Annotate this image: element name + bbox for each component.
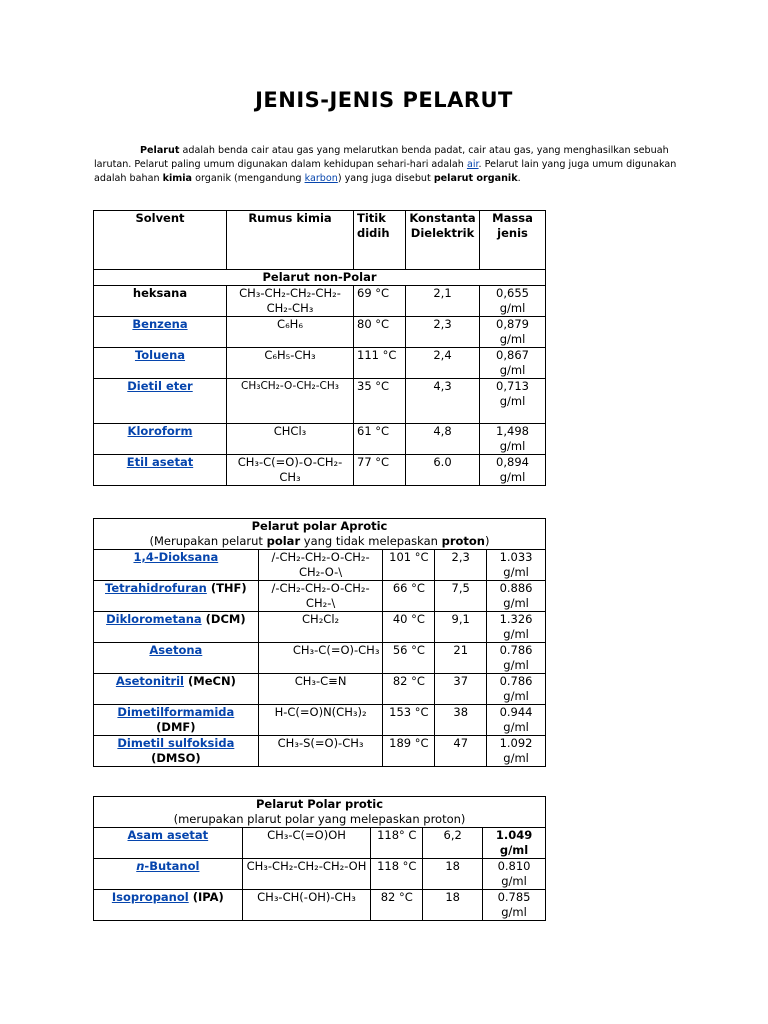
polar-aprotic-solvents-table [93, 518, 546, 767]
intro-term-kimia: kimia [162, 173, 193, 184]
section-title: Pelarut non-Polar [94, 270, 546, 286]
dielectric-cell: 6,2 [423, 828, 483, 859]
page-title: JENIS-JENIS PELARUT [255, 88, 513, 112]
intro-term-pelarut-organik: pelarut organik [433, 173, 518, 184]
table-row [94, 581, 546, 612]
subtitle-text: yang tidak melepaskan [300, 534, 442, 548]
solvent-link[interactable]: Asetonitril [115, 674, 184, 688]
density-cell: 0.886 g/ml [487, 581, 546, 612]
density-cell: 0.785 g/ml [483, 890, 546, 921]
density-cell: 0.810 g/ml [483, 859, 546, 890]
dielectric-cell: 47 [435, 736, 487, 767]
subtitle-bold-proton: proton [441, 534, 485, 548]
solvent-link[interactable]: Dimetilformamida [117, 705, 235, 719]
table-row [94, 612, 546, 643]
solvent-abbrev: (MeCN) [184, 674, 236, 688]
formula-cell: CH₃-CH(-OH)-CH₃ [242, 890, 371, 921]
intro-text-5: . [517, 173, 521, 184]
formula-cell: CH₃CH₂-O-CH₂-CH₃ [227, 379, 354, 424]
solvent-link[interactable]: Dietil eter [127, 379, 193, 393]
section-subtitle: (merupakan plarut polar yang melepaskan proton) [173, 812, 466, 826]
section-title: Pelarut Polar protic [255, 797, 384, 811]
solvent-link[interactable]: Asam asetat [127, 828, 209, 842]
density-cell: 1.049 g/ml [483, 828, 546, 859]
formula-cell: CH₃-C(=O)-O-CH₂-CH₃ [227, 455, 354, 486]
table-row [94, 550, 546, 581]
dielectric-cell: 4,3 [406, 379, 480, 424]
formula-cell: C₆H₅-CH₃ [227, 348, 354, 379]
table-row [94, 643, 546, 674]
density-cell: 1.033 g/ml [487, 550, 546, 581]
formula-cell: /-CH₂-CH₂-O-CH₂-CH₂-O-\ [258, 550, 383, 581]
solvent-link[interactable]: Toluena [134, 348, 186, 362]
boiling-point-cell: 82 °C [383, 674, 435, 705]
density-cell: 0,894 g/ml [480, 455, 546, 486]
formula-cell: CH₃-C(=O)OH [242, 828, 371, 859]
density-cell: 0.786 g/ml [487, 643, 546, 674]
solvent-abbrev: (DMSO) [151, 751, 201, 765]
dielectric-cell: 9,1 [435, 612, 487, 643]
solvent-link[interactable]: Isopropanol [111, 890, 189, 904]
boiling-point-cell: 69 °C [354, 286, 406, 317]
section-header [94, 519, 546, 550]
table-row [94, 317, 546, 348]
boiling-point-cell: 56 °C [383, 643, 435, 674]
table-row [94, 705, 546, 736]
table-row [94, 890, 546, 921]
solvent-link[interactable]: Diklorometana [106, 612, 202, 626]
solvent-link[interactable]: Kloroform [127, 424, 193, 438]
solvent-abbrev: (DMF) [156, 720, 196, 734]
dielectric-cell: 2,4 [406, 348, 480, 379]
solvent-link[interactable]: Tetrahidrofuran [105, 581, 207, 595]
formula-cell: CH₃-C(=O)-CH₃ [258, 643, 383, 674]
subtitle-text: (Merupakan pelarut [149, 534, 267, 548]
boiling-point-cell: 40 °C [383, 612, 435, 643]
polar-protic-solvents-table [93, 796, 546, 921]
solvent-abbrev: (DCM) [201, 612, 246, 626]
formula-cell: CH₂Cl₂ [258, 612, 383, 643]
boiling-point-cell: 82 °C [371, 890, 423, 921]
subtitle-bold-polar: polar [266, 534, 301, 548]
density-cell: 1.326 g/ml [487, 612, 546, 643]
table-row [94, 859, 546, 890]
intro-text-2: . Pelarut lain yang juga umum digunakan adalah bahan [94, 159, 677, 184]
col-header-solvent: Solvent [94, 211, 227, 270]
boiling-point-cell: 35 °C [354, 379, 406, 424]
boiling-point-cell: 189 °C [383, 736, 435, 767]
subtitle-text: ) [484, 534, 490, 548]
formula-cell: CH₃-CH₂-CH₂-CH₂-OH [242, 859, 371, 890]
table-row [94, 736, 546, 767]
solvent-name: heksana [94, 286, 227, 317]
dielectric-cell: 7,5 [435, 581, 487, 612]
boiling-point-cell: 153 °C [383, 705, 435, 736]
boiling-point-cell: 80 °C [354, 317, 406, 348]
solvent-link[interactable]: Etil asetat [126, 455, 194, 469]
solvent-name: -Butanol [144, 859, 200, 873]
dielectric-cell: 2,1 [406, 286, 480, 317]
dielectric-cell: 18 [423, 890, 483, 921]
solvent-link[interactable]: Benzena [132, 317, 188, 331]
section-subtitle [97, 534, 542, 549]
table-row [94, 348, 546, 379]
solvent-link[interactable]: Dimetil sulfoksida [117, 736, 235, 750]
section-row [94, 270, 546, 286]
table-row [94, 286, 546, 317]
dielectric-cell: 37 [435, 674, 487, 705]
formula-cell: CHCl₃ [227, 424, 354, 455]
link-air[interactable]: air [466, 159, 479, 170]
solvent-link[interactable] [136, 859, 199, 873]
table-row [94, 674, 546, 705]
formula-cell: CH₃-C≡N [258, 674, 383, 705]
intro-text-4: ) yang juga disebut [337, 173, 434, 184]
col-header-formula: Rumus kimia [227, 211, 354, 270]
solvent-link[interactable]: Asetona [149, 643, 203, 657]
table-row [94, 828, 546, 859]
boiling-point-cell: 66 °C [383, 581, 435, 612]
solvent-abbrev: (IPA) [188, 890, 224, 904]
intro-paragraph [94, 144, 690, 186]
density-cell: 1,498 g/ml [480, 424, 546, 455]
section-row [94, 797, 546, 828]
italic-prefix: n [136, 859, 145, 873]
section-row [94, 519, 546, 550]
boiling-point-cell: 77 °C [354, 455, 406, 486]
formula-cell: CH₃-S(=O)-CH₃ [258, 736, 383, 767]
dielectric-cell: 6.0 [406, 455, 480, 486]
table-row [94, 424, 546, 455]
density-cell: 0.944 g/ml [487, 705, 546, 736]
dielectric-cell: 2,3 [435, 550, 487, 581]
col-header-dielectric: Konstanta Dielektrik [406, 211, 480, 270]
table-header-row [94, 211, 546, 270]
col-header-density: Massa jenis [480, 211, 546, 270]
dielectric-cell: 18 [423, 859, 483, 890]
boiling-point-cell: 111 °C [354, 348, 406, 379]
table-row [94, 379, 546, 424]
density-cell: 0.786 g/ml [487, 674, 546, 705]
boiling-point-cell: 118° C [371, 828, 423, 859]
density-cell: 0,655 g/ml [480, 286, 546, 317]
intro-term-pelarut: Pelarut [140, 145, 180, 156]
solvent-abbrev: (THF) [206, 581, 247, 595]
density-cell: 1.092 g/ml [487, 736, 546, 767]
intro-text-3: organik (mengandung [192, 173, 305, 184]
density-cell: 0,867 g/ml [480, 348, 546, 379]
formula-cell: CH₃-CH₂-CH₂-CH₂-CH₂-CH₃ [227, 286, 354, 317]
dielectric-cell: 2,3 [406, 317, 480, 348]
dielectric-cell: 38 [435, 705, 487, 736]
section-title: Pelarut polar Aprotic [251, 519, 388, 533]
intro-text-1: adalah benda cair atau gas yang melarutkan benda padat, cair atau gas, yang menghasilkan sebuah larutan. Pelarut paling umum digunakan dalam kehidupan sehari-hari adalah [94, 145, 669, 170]
boiling-point-cell: 118 °C [371, 859, 423, 890]
formula-cell: /-CH₂-CH₂-O-CH₂-CH₂-\ [258, 581, 383, 612]
section-header [94, 797, 546, 828]
boiling-point-cell: 101 °C [383, 550, 435, 581]
col-header-boiling-point: Titik didih [354, 211, 406, 270]
formula-cell: C₆H₆ [227, 317, 354, 348]
dielectric-cell: 21 [435, 643, 487, 674]
density-cell: 0,879 g/ml [480, 317, 546, 348]
table-row [94, 455, 546, 486]
boiling-point-cell: 61 °C [354, 424, 406, 455]
formula-cell: H-C(=O)N(CH₃)₂ [258, 705, 383, 736]
solvent-link[interactable]: 1,4-Dioksana [133, 550, 219, 564]
density-cell: 0,713 g/ml [480, 379, 546, 424]
dielectric-cell: 4,8 [406, 424, 480, 455]
nonpolar-solvents-table [93, 210, 546, 486]
link-karbon[interactable]: karbon [304, 173, 338, 184]
